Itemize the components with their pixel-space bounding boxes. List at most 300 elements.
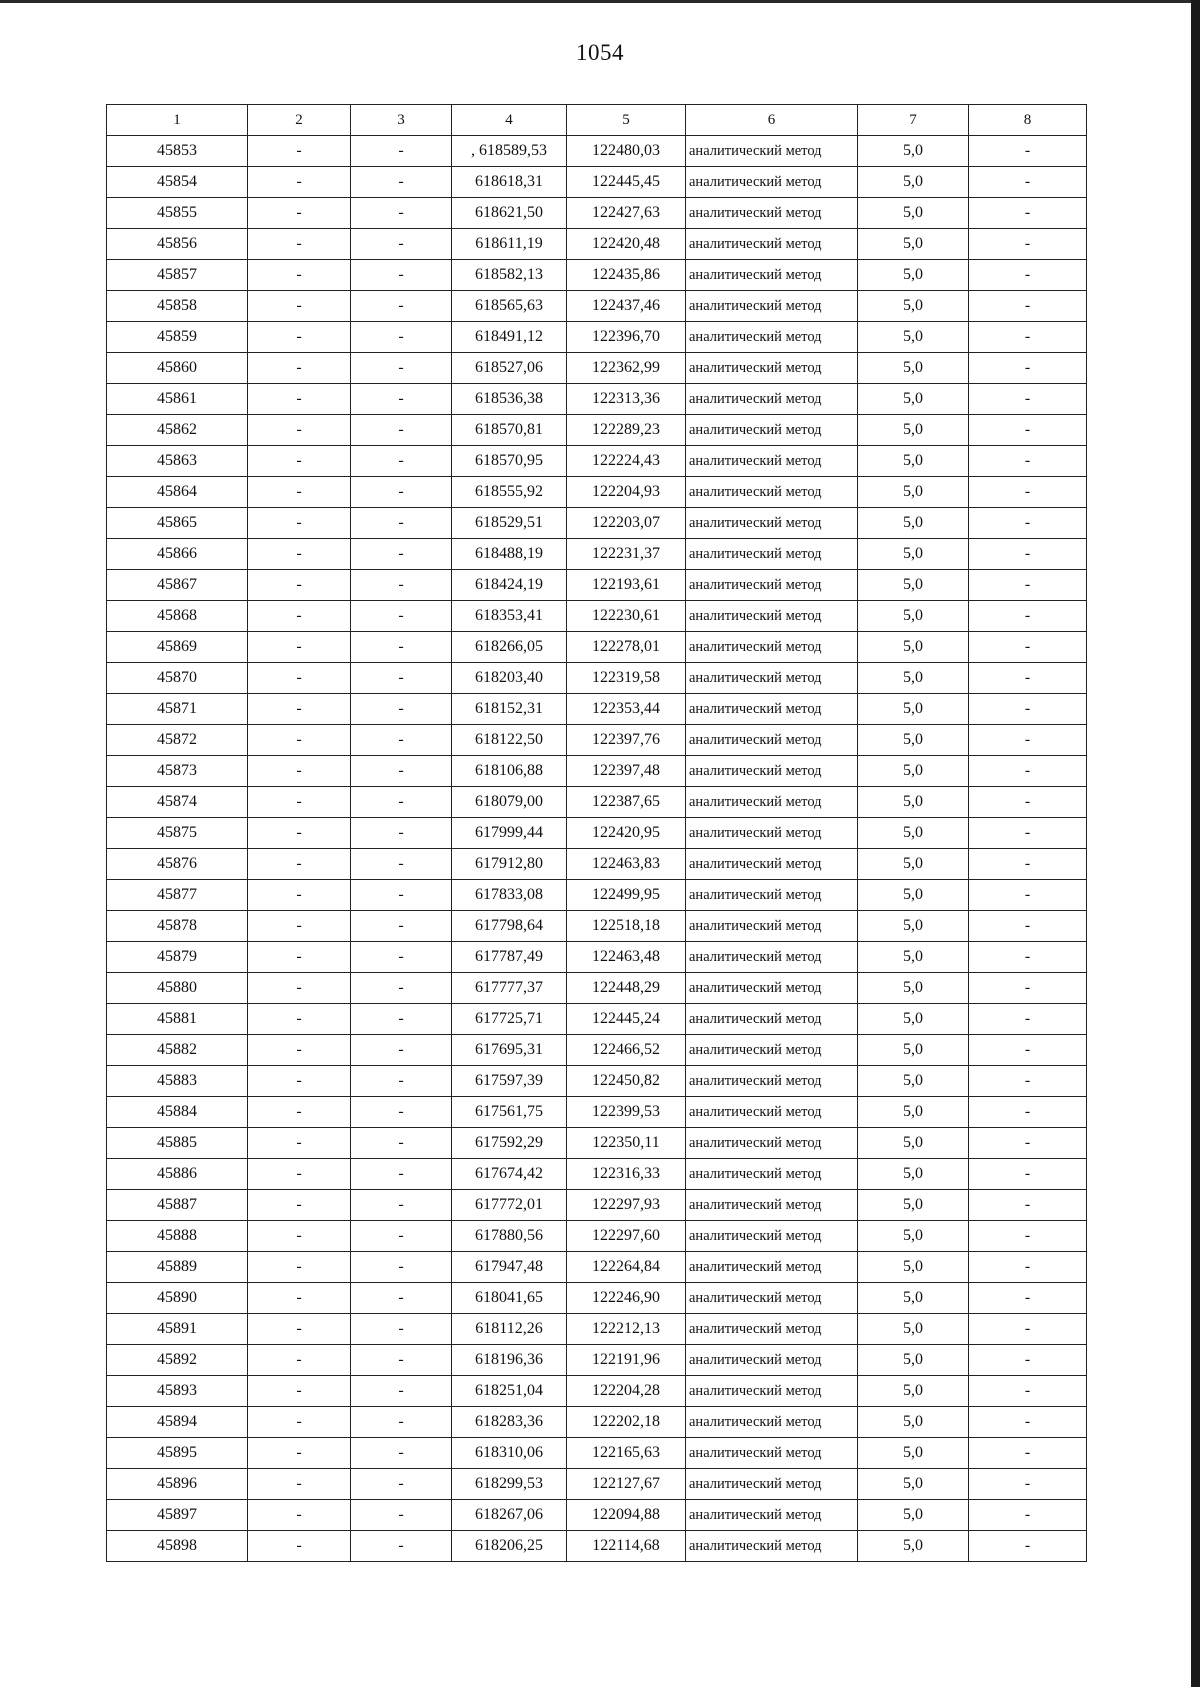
table-row [107, 322, 1087, 353]
cell-col8-value: - [969, 601, 1087, 632]
cell-method: аналитический метод [686, 446, 858, 477]
table-row [107, 849, 1087, 880]
cell-point-number: 45869 [107, 632, 248, 663]
cell-col2-value: - [248, 694, 351, 725]
cell-accuracy: 5,0 [858, 756, 969, 787]
cell-x-coordinate: 618196,36 [452, 1345, 567, 1376]
cell-accuracy: 5,0 [858, 136, 969, 167]
cell-point-number: 45857 [107, 260, 248, 291]
cell-point-number: 45886 [107, 1159, 248, 1190]
cell-accuracy: 5,0 [858, 1252, 969, 1283]
cell-method: аналитический метод [686, 260, 858, 291]
table-row [107, 1314, 1087, 1345]
cell-y-coordinate: 122313,36 [567, 384, 686, 415]
cell-x-coordinate: 617947,48 [452, 1252, 567, 1283]
header-cell-6: 6 [686, 105, 858, 136]
cell-col8-value: - [969, 756, 1087, 787]
cell-point-number: 45887 [107, 1190, 248, 1221]
cell-col8-value: - [969, 353, 1087, 384]
cell-col2-value: - [248, 1314, 351, 1345]
cell-col3-value: - [351, 1500, 452, 1531]
cell-accuracy: 5,0 [858, 446, 969, 477]
cell-method: аналитический метод [686, 601, 858, 632]
cell-col2-value: - [248, 1004, 351, 1035]
cell-col2-value: - [248, 539, 351, 570]
page-number: 1054 [576, 40, 624, 65]
table-row [107, 167, 1087, 198]
table-row [107, 725, 1087, 756]
cell-col8-value: - [969, 849, 1087, 880]
table-row [107, 1469, 1087, 1500]
cell-col2-value: - [248, 1066, 351, 1097]
cell-col8-value: - [969, 663, 1087, 694]
cell-point-number: 45895 [107, 1438, 248, 1469]
cell-point-number: 45881 [107, 1004, 248, 1035]
header-cell-8: 8 [969, 105, 1087, 136]
cell-x-coordinate: 618152,31 [452, 694, 567, 725]
table-row [107, 1407, 1087, 1438]
cell-col3-value: - [351, 167, 452, 198]
table-row [107, 1531, 1087, 1562]
cell-col3-value: - [351, 911, 452, 942]
cell-accuracy: 5,0 [858, 1283, 969, 1314]
cell-col2-value: - [248, 384, 351, 415]
cell-x-coordinate: 618251,04 [452, 1376, 567, 1407]
cell-col8-value: - [969, 1438, 1087, 1469]
cell-method: аналитический метод [686, 1531, 858, 1562]
cell-accuracy: 5,0 [858, 570, 969, 601]
cell-col8-value: - [969, 1035, 1087, 1066]
cell-y-coordinate: 122094,88 [567, 1500, 686, 1531]
cell-col8-value: - [969, 167, 1087, 198]
cell-accuracy: 5,0 [858, 880, 969, 911]
cell-accuracy: 5,0 [858, 198, 969, 229]
cell-col3-value: - [351, 1004, 452, 1035]
cell-x-coordinate: 618555,92 [452, 477, 567, 508]
cell-point-number: 45874 [107, 787, 248, 818]
cell-point-number: 45856 [107, 229, 248, 260]
cell-col2-value: - [248, 322, 351, 353]
cell-method: аналитический метод [686, 632, 858, 663]
cell-col8-value: - [969, 1283, 1087, 1314]
cell-x-coordinate: 617833,08 [452, 880, 567, 911]
cell-x-coordinate: 617695,31 [452, 1035, 567, 1066]
cell-col2-value: - [248, 1438, 351, 1469]
table-row [107, 942, 1087, 973]
cell-col3-value: - [351, 384, 452, 415]
cell-x-coordinate: 618582,13 [452, 260, 567, 291]
cell-col2-value: - [248, 415, 351, 446]
cell-col8-value: - [969, 539, 1087, 570]
table-row [107, 1097, 1087, 1128]
cell-y-coordinate: 122191,96 [567, 1345, 686, 1376]
cell-y-coordinate: 122466,52 [567, 1035, 686, 1066]
cell-col2-value: - [248, 601, 351, 632]
cell-accuracy: 5,0 [858, 1004, 969, 1035]
cell-point-number: 45879 [107, 942, 248, 973]
cell-accuracy: 5,0 [858, 1531, 969, 1562]
cell-y-coordinate: 122319,58 [567, 663, 686, 694]
cell-col2-value: - [248, 508, 351, 539]
cell-col8-value: - [969, 973, 1087, 1004]
cell-method: аналитический метод [686, 1345, 858, 1376]
cell-accuracy: 5,0 [858, 167, 969, 198]
cell-col8-value: - [969, 787, 1087, 818]
cell-col3-value: - [351, 1159, 452, 1190]
table-row [107, 1159, 1087, 1190]
coordinates-table [106, 104, 1087, 1562]
cell-col3-value: - [351, 756, 452, 787]
cell-col3-value: - [351, 508, 452, 539]
cell-method: аналитический метод [686, 1159, 858, 1190]
cell-col8-value: - [969, 694, 1087, 725]
table-row [107, 570, 1087, 601]
cell-accuracy: 5,0 [858, 1469, 969, 1500]
cell-col8-value: - [969, 880, 1087, 911]
scan-edge-top [0, 0, 1200, 3]
cell-y-coordinate: 122114,68 [567, 1531, 686, 1562]
cell-col3-value: - [351, 787, 452, 818]
cell-method: аналитический метод [686, 1221, 858, 1252]
cell-col8-value: - [969, 1097, 1087, 1128]
cell-x-coordinate: 618203,40 [452, 663, 567, 694]
cell-point-number: 45876 [107, 849, 248, 880]
cell-x-coordinate: 618527,06 [452, 353, 567, 384]
cell-col3-value: - [351, 260, 452, 291]
cell-accuracy: 5,0 [858, 1066, 969, 1097]
cell-y-coordinate: 122212,13 [567, 1314, 686, 1345]
cell-col3-value: - [351, 1097, 452, 1128]
cell-accuracy: 5,0 [858, 632, 969, 663]
cell-y-coordinate: 122362,99 [567, 353, 686, 384]
cell-y-coordinate: 122230,61 [567, 601, 686, 632]
cell-col8-value: - [969, 1004, 1087, 1035]
cell-accuracy: 5,0 [858, 508, 969, 539]
cell-y-coordinate: 122518,18 [567, 911, 686, 942]
cell-method: аналитический метод [686, 508, 858, 539]
table-header-row [107, 105, 1087, 136]
cell-y-coordinate: 122350,11 [567, 1128, 686, 1159]
cell-x-coordinate: 617787,49 [452, 942, 567, 973]
cell-col3-value: - [351, 1438, 452, 1469]
cell-accuracy: 5,0 [858, 1500, 969, 1531]
table-row [107, 1252, 1087, 1283]
header-cell-3: 3 [351, 105, 452, 136]
cell-point-number: 45872 [107, 725, 248, 756]
cell-col8-value: - [969, 1159, 1087, 1190]
table-row [107, 1035, 1087, 1066]
table-row [107, 787, 1087, 818]
cell-point-number: 45875 [107, 818, 248, 849]
table-row [107, 384, 1087, 415]
table-row [107, 229, 1087, 260]
cell-col8-value: - [969, 911, 1087, 942]
cell-method: аналитический метод [686, 353, 858, 384]
cell-point-number: 45868 [107, 601, 248, 632]
cell-x-coordinate: 618424,19 [452, 570, 567, 601]
cell-col3-value: - [351, 632, 452, 663]
cell-col8-value: - [969, 725, 1087, 756]
table-row [107, 880, 1087, 911]
header-cell-4: 4 [452, 105, 567, 136]
cell-y-coordinate: 122396,70 [567, 322, 686, 353]
cell-col3-value: - [351, 291, 452, 322]
cell-col2-value: - [248, 1531, 351, 1562]
cell-accuracy: 5,0 [858, 849, 969, 880]
cell-y-coordinate: 122203,07 [567, 508, 686, 539]
cell-x-coordinate: 618529,51 [452, 508, 567, 539]
cell-x-coordinate: 618611,19 [452, 229, 567, 260]
cell-x-coordinate: 618122,50 [452, 725, 567, 756]
cell-col3-value: - [351, 539, 452, 570]
cell-col8-value: - [969, 291, 1087, 322]
cell-col8-value: - [969, 1345, 1087, 1376]
cell-point-number: 45860 [107, 353, 248, 384]
cell-accuracy: 5,0 [858, 694, 969, 725]
cell-x-coordinate: 617999,44 [452, 818, 567, 849]
cell-col3-value: - [351, 1128, 452, 1159]
cell-x-coordinate: 617561,75 [452, 1097, 567, 1128]
cell-col2-value: - [248, 911, 351, 942]
cell-y-coordinate: 122202,18 [567, 1407, 686, 1438]
cell-col3-value: - [351, 818, 452, 849]
cell-y-coordinate: 122499,95 [567, 880, 686, 911]
cell-col3-value: - [351, 1066, 452, 1097]
table-row [107, 1221, 1087, 1252]
cell-col3-value: - [351, 198, 452, 229]
cell-point-number: 45870 [107, 663, 248, 694]
cell-col3-value: - [351, 1345, 452, 1376]
cell-point-number: 45882 [107, 1035, 248, 1066]
table-row [107, 818, 1087, 849]
cell-accuracy: 5,0 [858, 911, 969, 942]
cell-y-coordinate: 122278,01 [567, 632, 686, 663]
cell-method: аналитический метод [686, 415, 858, 446]
cell-col2-value: - [248, 477, 351, 508]
cell-y-coordinate: 122480,03 [567, 136, 686, 167]
cell-col2-value: - [248, 1159, 351, 1190]
cell-accuracy: 5,0 [858, 601, 969, 632]
cell-y-coordinate: 122246,90 [567, 1283, 686, 1314]
cell-col3-value: - [351, 1376, 452, 1407]
cell-y-coordinate: 122427,63 [567, 198, 686, 229]
cell-col2-value: - [248, 1035, 351, 1066]
cell-col2-value: - [248, 756, 351, 787]
cell-col2-value: - [248, 1190, 351, 1221]
cell-x-coordinate: 618536,38 [452, 384, 567, 415]
table-row [107, 1500, 1087, 1531]
cell-method: аналитический метод [686, 322, 858, 353]
cell-method: аналитический метод [686, 198, 858, 229]
cell-col3-value: - [351, 1531, 452, 1562]
cell-col2-value: - [248, 1500, 351, 1531]
cell-x-coordinate: 618267,06 [452, 1500, 567, 1531]
table-row [107, 694, 1087, 725]
header-cell-2: 2 [248, 105, 351, 136]
cell-col2-value: - [248, 136, 351, 167]
cell-method: аналитический метод [686, 1128, 858, 1159]
cell-col3-value: - [351, 849, 452, 880]
cell-y-coordinate: 122448,29 [567, 973, 686, 1004]
cell-col3-value: - [351, 415, 452, 446]
cell-accuracy: 5,0 [858, 663, 969, 694]
table-row [107, 1283, 1087, 1314]
cell-col2-value: - [248, 353, 351, 384]
cell-col8-value: - [969, 136, 1087, 167]
cell-point-number: 45880 [107, 973, 248, 1004]
cell-col3-value: - [351, 1221, 452, 1252]
table-row [107, 1438, 1087, 1469]
cell-col8-value: - [969, 508, 1087, 539]
header-cell-5: 5 [567, 105, 686, 136]
cell-col2-value: - [248, 942, 351, 973]
cell-point-number: 45858 [107, 291, 248, 322]
cell-y-coordinate: 122420,48 [567, 229, 686, 260]
cell-col2-value: - [248, 1283, 351, 1314]
cell-col8-value: - [969, 198, 1087, 229]
cell-col3-value: - [351, 229, 452, 260]
cell-col2-value: - [248, 1407, 351, 1438]
cell-y-coordinate: 122289,23 [567, 415, 686, 446]
cell-x-coordinate: 617912,80 [452, 849, 567, 880]
cell-accuracy: 5,0 [858, 1345, 969, 1376]
cell-col3-value: - [351, 663, 452, 694]
cell-method: аналитический метод [686, 663, 858, 694]
cell-point-number: 45885 [107, 1128, 248, 1159]
cell-method: аналитический метод [686, 1066, 858, 1097]
cell-y-coordinate: 122204,93 [567, 477, 686, 508]
table-row [107, 291, 1087, 322]
cell-col8-value: - [969, 1190, 1087, 1221]
cell-col8-value: - [969, 942, 1087, 973]
cell-col2-value: - [248, 880, 351, 911]
cell-accuracy: 5,0 [858, 973, 969, 1004]
cell-y-coordinate: 122463,83 [567, 849, 686, 880]
cell-col8-value: - [969, 1128, 1087, 1159]
cell-method: аналитический метод [686, 1035, 858, 1066]
cell-point-number: 45878 [107, 911, 248, 942]
table-row [107, 477, 1087, 508]
cell-col2-value: - [248, 1376, 351, 1407]
cell-col2-value: - [248, 1128, 351, 1159]
cell-accuracy: 5,0 [858, 1190, 969, 1221]
cell-method: аналитический метод [686, 973, 858, 1004]
cell-col2-value: - [248, 291, 351, 322]
cell-point-number: 45865 [107, 508, 248, 539]
cell-y-coordinate: 122165,63 [567, 1438, 686, 1469]
cell-x-coordinate: 618310,06 [452, 1438, 567, 1469]
cell-point-number: 45864 [107, 477, 248, 508]
cell-col2-value: - [248, 725, 351, 756]
table-row [107, 1128, 1087, 1159]
cell-point-number: 45884 [107, 1097, 248, 1128]
cell-y-coordinate: 122297,93 [567, 1190, 686, 1221]
cell-col3-value: - [351, 973, 452, 1004]
cell-accuracy: 5,0 [858, 477, 969, 508]
cell-method: аналитический метод [686, 477, 858, 508]
table-row [107, 539, 1087, 570]
cell-accuracy: 5,0 [858, 1159, 969, 1190]
cell-method: аналитический метод [686, 1004, 858, 1035]
cell-accuracy: 5,0 [858, 818, 969, 849]
cell-x-coordinate: 618618,31 [452, 167, 567, 198]
cell-y-coordinate: 122435,86 [567, 260, 686, 291]
cell-method: аналитический метод [686, 942, 858, 973]
cell-y-coordinate: 122420,95 [567, 818, 686, 849]
cell-x-coordinate: 618488,19 [452, 539, 567, 570]
cell-x-coordinate: 617798,64 [452, 911, 567, 942]
cell-col2-value: - [248, 198, 351, 229]
cell-col8-value: - [969, 322, 1087, 353]
cell-col2-value: - [248, 849, 351, 880]
cell-accuracy: 5,0 [858, 787, 969, 818]
cell-y-coordinate: 122127,67 [567, 1469, 686, 1500]
cell-x-coordinate: 617880,56 [452, 1221, 567, 1252]
table-row [107, 1345, 1087, 1376]
cell-col2-value: - [248, 973, 351, 1004]
cell-method: аналитический метод [686, 1190, 858, 1221]
cell-method: аналитический метод [686, 911, 858, 942]
cell-point-number: 45894 [107, 1407, 248, 1438]
cell-accuracy: 5,0 [858, 1035, 969, 1066]
cell-x-coordinate: 618106,88 [452, 756, 567, 787]
table-row [107, 973, 1087, 1004]
cell-col8-value: - [969, 1252, 1087, 1283]
cell-method: аналитический метод [686, 167, 858, 198]
cell-y-coordinate: 122224,43 [567, 446, 686, 477]
cell-col8-value: - [969, 632, 1087, 663]
cell-col2-value: - [248, 260, 351, 291]
cell-col8-value: - [969, 1376, 1087, 1407]
cell-y-coordinate: 122445,24 [567, 1004, 686, 1035]
cell-col2-value: - [248, 632, 351, 663]
cell-point-number: 45893 [107, 1376, 248, 1407]
cell-accuracy: 5,0 [858, 415, 969, 446]
cell-point-number: 45897 [107, 1500, 248, 1531]
cell-col8-value: - [969, 818, 1087, 849]
cell-col2-value: - [248, 787, 351, 818]
cell-col3-value: - [351, 1252, 452, 1283]
cell-col2-value: - [248, 167, 351, 198]
table-row [107, 415, 1087, 446]
cell-col8-value: - [969, 446, 1087, 477]
cell-col8-value: - [969, 260, 1087, 291]
cell-y-coordinate: 122297,60 [567, 1221, 686, 1252]
cell-point-number: 45890 [107, 1283, 248, 1314]
cell-method: аналитический метод [686, 818, 858, 849]
cell-method: аналитический метод [686, 1438, 858, 1469]
cell-method: аналитический метод [686, 384, 858, 415]
table-row [107, 508, 1087, 539]
cell-accuracy: 5,0 [858, 353, 969, 384]
cell-col3-value: - [351, 136, 452, 167]
table-row [107, 198, 1087, 229]
cell-point-number: 45855 [107, 198, 248, 229]
cell-method: аналитический метод [686, 849, 858, 880]
cell-x-coordinate: 618621,50 [452, 198, 567, 229]
cell-x-coordinate: 617674,42 [452, 1159, 567, 1190]
header-cell-1: 1 [107, 105, 248, 136]
cell-accuracy: 5,0 [858, 291, 969, 322]
cell-point-number: 45892 [107, 1345, 248, 1376]
cell-method: аналитический метод [686, 136, 858, 167]
cell-method: аналитический метод [686, 787, 858, 818]
cell-accuracy: 5,0 [858, 1438, 969, 1469]
cell-col3-value: - [351, 322, 452, 353]
cell-col8-value: - [969, 570, 1087, 601]
cell-x-coordinate: 617772,01 [452, 1190, 567, 1221]
cell-y-coordinate: 122399,53 [567, 1097, 686, 1128]
